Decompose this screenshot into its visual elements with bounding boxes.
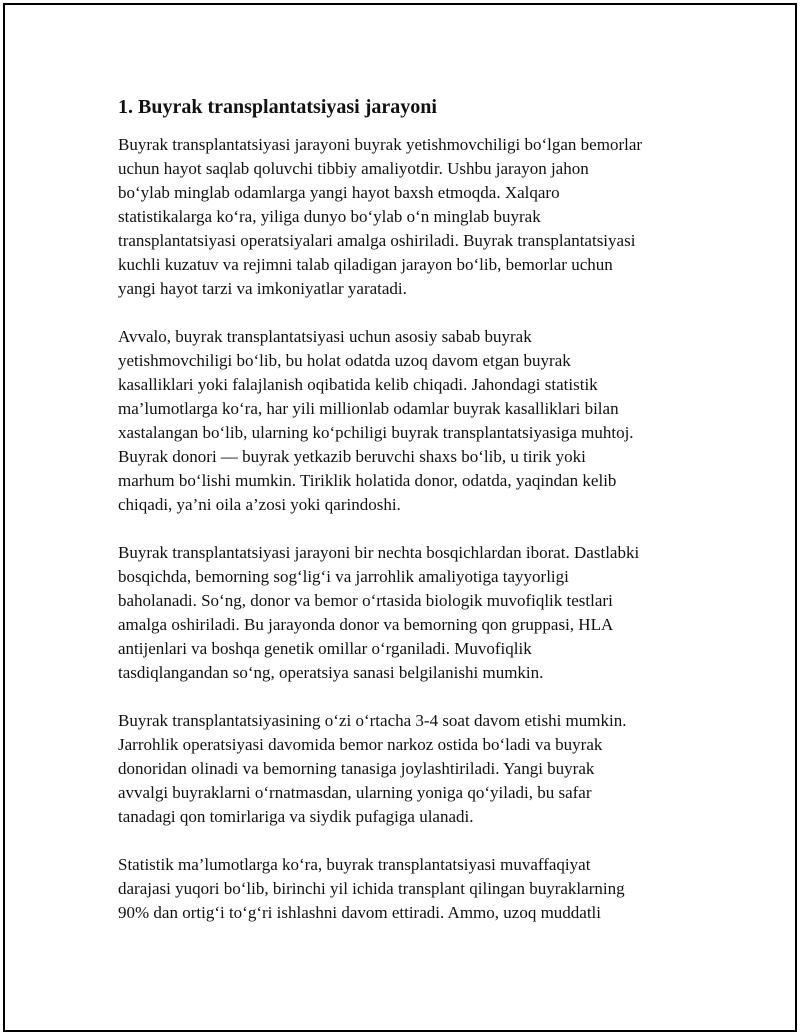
paragraph-5: Statistik ma’lumotlarga ko‘ra, buyrak transplantatsiyasi muvaffaqiyat darajasi yuqori bo‘lib, birinchi yil ichida transplant qilingan buyraklarning 90% dan ortig‘i to‘g‘ri ishlashni davom ettiradi. Ammo, uzoq muddatli (118, 855, 625, 922)
section-heading: 1. Buyrak transplantatsiyasi jarayoni (118, 96, 437, 118)
paragraph-2: Avvalo, buyrak transplantatsiyasi uchun asosiy sabab buyrak yetishmovchiligi bo‘lib, bu holat odatda uzoq davom etgan buyrak kasalliklari yoki falajlanish oqibatida kelib chiqadi. Jahondagi statistik ma’lumotlarga ko‘ra, har yili millionlab odamlar buyrak kasalliklari bilan xastalangan bo‘lib, ularning ko‘pchiligi buyrak transplantatsiyasiga muhtoj. Buyrak donori — buyrak yetkazib beruvchi shaxs bo‘lib, u tirik yoki marhum bo‘lishi mumkin. Tiriklik holatida donor, odatda, yaqindan kelib chiqadi, ya’ni oila a’zosi yoki qarindoshi. (118, 327, 634, 514)
paragraph-3: Buyrak transplantatsiyasi jarayoni bir nechta bosqichlardan iborat. Dastlabki bosqichda, bemorning sog‘lig‘i va jarrohlik amaliyotiga tayyorligi baholanadi. So‘ng, donor va bemor o‘rtasida biologik muvofiqlik testlari amalga oshiriladi. Bu jarayonda donor va bemorning qon gruppasi, HLA antijenlari va boshqa genetik omillar o‘rganiladi. Muvofiqlik tasdiqlangandan so‘ng, operatsiya sanasi belgilanishi mumkin. (118, 543, 640, 682)
paragraph-4: Buyrak transplantatsiyasining o‘zi o‘rtacha 3-4 soat davom etishi mumkin. Jarrohlik operatsiyasi davomida bemor narkoz ostida bo‘ladi va buyrak donoridan olinadi va bemorning tanasiga joylashtiriladi. Yangi buyrak avvalgi buyraklarni o‘rnatmasdan, ularning yoniga qo‘yiladi, bu safar tanadagi qon tomirlariga va siydik pufagiga ulanadi. (118, 711, 627, 826)
paragraph-1: Buyrak transplantatsiyasi jarayoni buyrak yetishmovchiligi bo‘lgan bemorlar uchun hayot saqlab qoluvchi tibbiy amaliyotdir. Ushbu jarayon jahon bo‘ylab minglab odamlarga yangi hayot baxsh etmoqda. Xalqaro statistikalarga ko‘ra, yiliga dunyo bo‘ylab o‘n minglab buyrak transplantatsiyasi operatsiyalari amalga oshiriladi. Buyrak transplantatsiyasi kuchli kuzatuv va rejimni talab qiladigan jarayon bo‘lib, bemorlar uchun yangi hayot tarzi va imkoniyatlar yaratadi. (118, 135, 643, 298)
document-body (118, 93, 693, 949)
